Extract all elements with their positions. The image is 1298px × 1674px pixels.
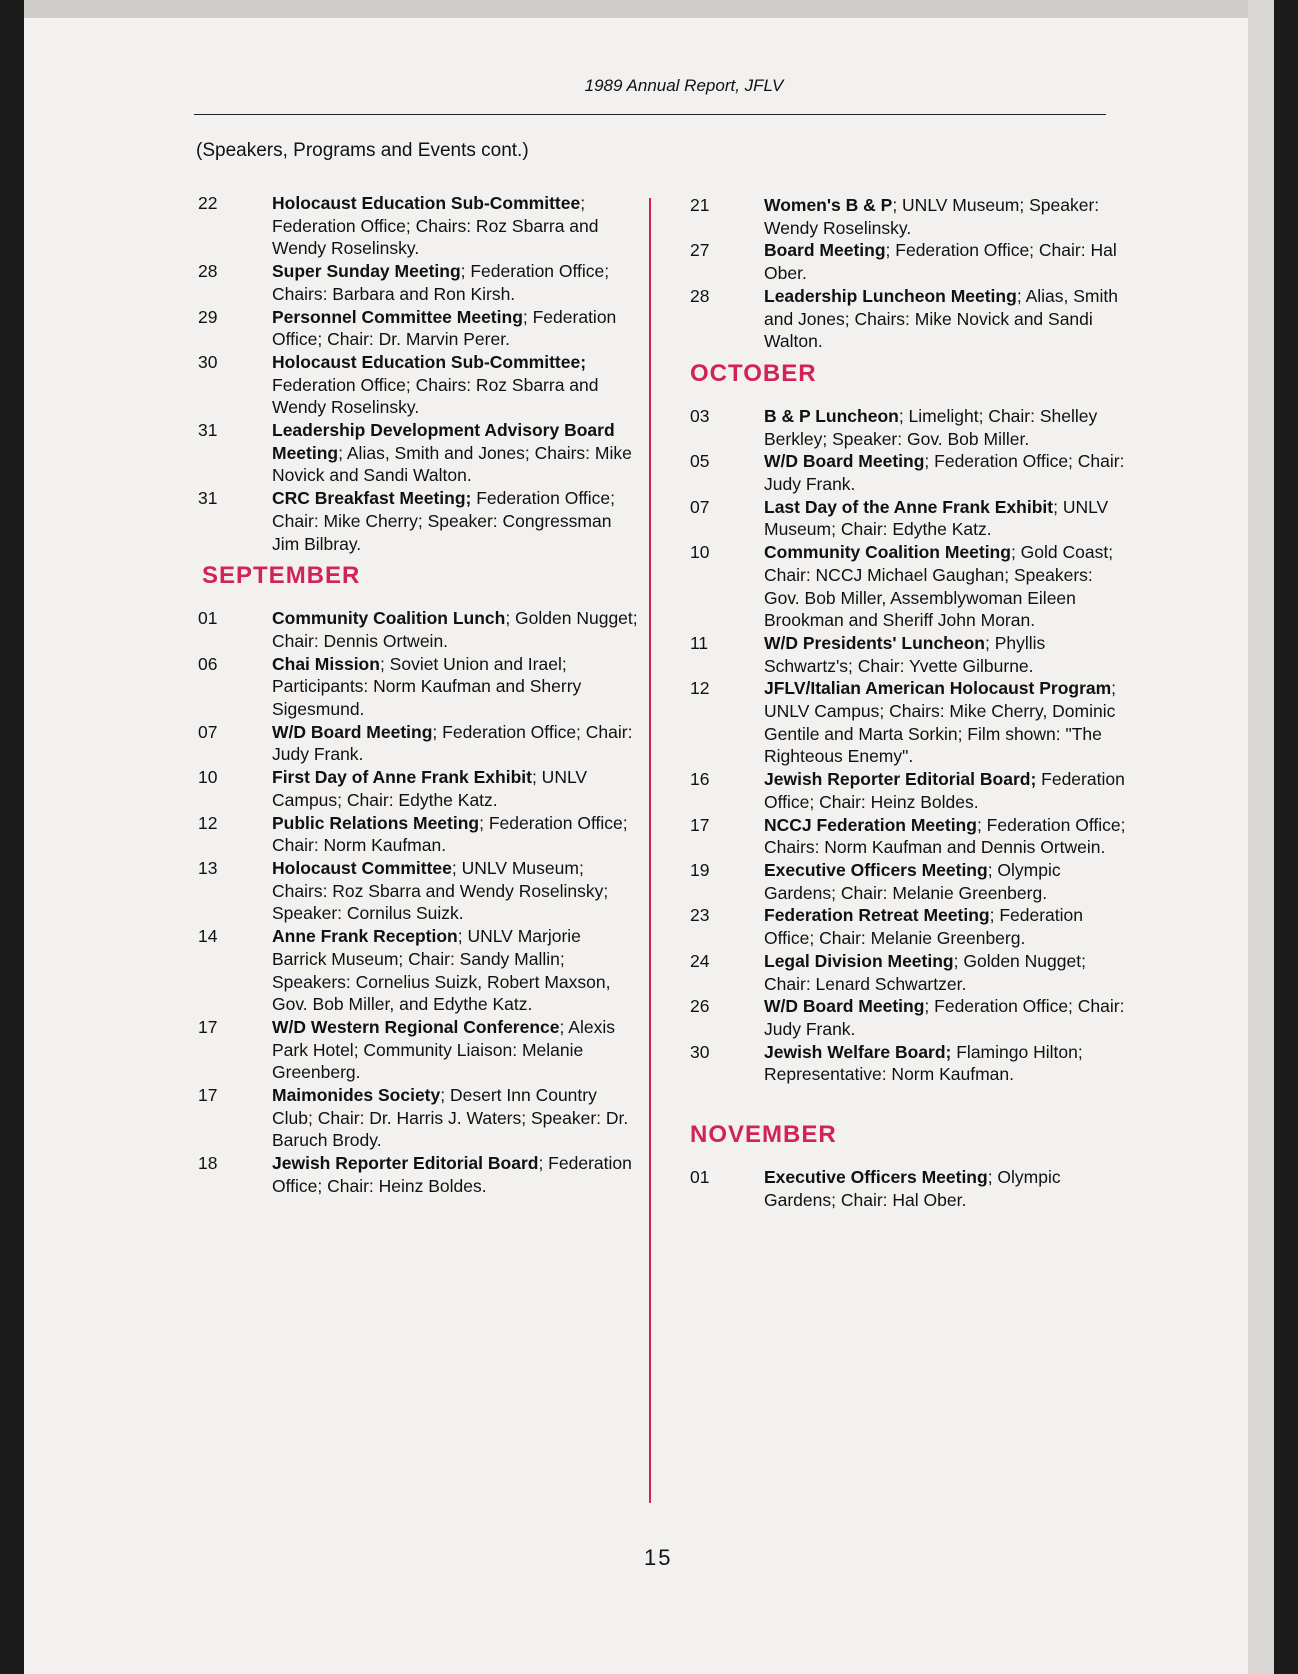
- event-text: [764, 677, 1130, 768]
- october-entries: [690, 405, 1130, 1086]
- event-text: [272, 721, 638, 766]
- page-right-edge: [1248, 0, 1274, 1674]
- event-text: [272, 812, 638, 857]
- event-text: [272, 1152, 638, 1197]
- event-entry: [198, 925, 638, 1016]
- event-detail: ; Federation Office; Chair: Judy Frank.: [272, 721, 633, 765]
- september-entries: [198, 607, 638, 1197]
- event-detail: ; UNLV Museum; Speaker: Wendy Roselinsky.: [764, 195, 1100, 238]
- event-day: 07: [198, 721, 218, 742]
- event-text: [764, 950, 1130, 995]
- event-entry: [690, 814, 1130, 859]
- event-entry: [690, 1041, 1130, 1086]
- event-detail: ; Federation Office; Chairs: Roz Sbarra and Wendy Roselinsky.: [272, 193, 599, 259]
- event-entry: [198, 487, 638, 555]
- event-entry: [198, 1152, 638, 1197]
- event-entry: [690, 194, 1130, 239]
- event-title: Jewish Reporter Editorial Board;: [764, 769, 1037, 790]
- event-text: [272, 1016, 638, 1084]
- event-day: 05: [690, 451, 710, 472]
- event-detail: ; UNLV Campus; Chairs: Mike Cherry, Dominic Gentile and Marta Sorkin; Film shown: "The Righteous Enemy".: [764, 678, 1117, 767]
- continuation-line: (Speakers, Programs and Events cont.): [196, 140, 529, 161]
- event-entry: [690, 285, 1130, 353]
- event-day: 12: [690, 678, 710, 699]
- event-detail: ; Gold Coast; Chair: NCCJ Michael Gaughan; Speakers: Gov. Bob Miller, Assemblywoman Eileen Brookman and Sheriff John Moran.: [764, 542, 1114, 631]
- event-day: 22: [198, 193, 218, 213]
- event-text: [272, 1084, 638, 1152]
- event-text: [272, 857, 638, 925]
- event-title: B & P Luncheon: [764, 405, 899, 426]
- event-day: 28: [198, 261, 218, 282]
- event-title: NCCJ Federation Meeting: [764, 814, 977, 835]
- event-title: Public Relations Meeting: [272, 812, 480, 833]
- event-day: 21: [690, 195, 710, 215]
- event-day: 17: [198, 1085, 218, 1106]
- event-entry: [690, 1166, 1130, 1211]
- event-text: [764, 496, 1130, 541]
- event-entry: [198, 653, 638, 721]
- september-tail-entries: [690, 194, 1130, 353]
- event-day: 31: [198, 420, 218, 441]
- event-day: 03: [690, 405, 710, 426]
- event-day: 10: [690, 542, 710, 563]
- event-day: 29: [198, 306, 218, 327]
- event-title: Board Meeting: [764, 240, 886, 261]
- event-detail: ; Alias, Smith and Jones; Chairs: Mike Novick and Sandi Walton.: [272, 442, 632, 486]
- event-entry: [690, 632, 1130, 677]
- event-text: [764, 995, 1130, 1040]
- month-heading-september: SEPTEMBER: [202, 562, 361, 590]
- event-detail: ; Alexis Park Hotel; Community Liaison: Melanie Greenberg.: [272, 1016, 615, 1083]
- event-text: [764, 450, 1130, 495]
- event-detail: ; Federation Office; Chair: Judy Frank.: [764, 996, 1125, 1039]
- column-divider: [649, 198, 651, 1503]
- event-detail: ; UNLV Marjorie Barrick Museum; Chair: Sandy Mallin; Speakers: Cornelius Suizk, Robert Maxson, Gov. Bob Miller, and Edythe Katz.: [272, 926, 611, 1015]
- header-rule: [194, 114, 1106, 115]
- event-entry: [198, 1084, 638, 1152]
- event-detail: ; Federation Office; Chairs: Barbara and Ron Kirsh.: [272, 261, 610, 304]
- event-entry: [690, 541, 1130, 632]
- event-detail: ; Olympic Gardens; Chair: Hal Ober.: [764, 1167, 1061, 1210]
- event-text: [764, 1166, 1130, 1211]
- event-entry: [198, 766, 638, 811]
- event-day: 01: [690, 1167, 710, 1188]
- event-entry: [198, 607, 638, 652]
- running-head: 1989 Annual Report, JFLV: [584, 76, 784, 95]
- month-heading-november: NOVEMBER: [690, 1121, 837, 1149]
- event-day: 12: [198, 812, 218, 833]
- event-detail: Federation Office; Chairs: Roz Sbarra and Wendy Roselinsky.: [272, 374, 599, 418]
- event-text: [764, 405, 1130, 450]
- event-text: [764, 904, 1130, 949]
- event-text: [764, 285, 1130, 353]
- event-day: 06: [198, 653, 218, 674]
- event-entry: [198, 306, 638, 351]
- event-detail: ; Golden Nugget; Chair: Dennis Ortwein.: [272, 608, 638, 651]
- event-entry: [198, 192, 638, 260]
- event-detail: ; UNLV Museum; Chair: Edythe Katz.: [764, 496, 1109, 540]
- event-title: W/D Board Meeting: [764, 996, 925, 1017]
- event-entry: [198, 1016, 638, 1084]
- page-number: 15: [644, 1545, 673, 1570]
- event-day: 17: [198, 1016, 218, 1037]
- event-day: 30: [690, 1041, 710, 1062]
- event-title: W/D Western Regional Conference: [272, 1016, 560, 1037]
- event-detail: ; Golden Nugget; Chair: Lenard Schwartzer.: [764, 950, 1086, 994]
- event-day: 19: [690, 859, 710, 880]
- event-text: [764, 1041, 1130, 1086]
- event-text: [764, 194, 1130, 239]
- event-text: [272, 260, 638, 305]
- event-entry: [690, 859, 1130, 904]
- event-day: 23: [690, 905, 710, 926]
- event-text: [272, 607, 638, 652]
- month-heading-october: OCTOBER: [690, 359, 817, 387]
- event-text: [272, 192, 638, 260]
- event-text: [272, 306, 638, 351]
- event-entry: [690, 450, 1130, 495]
- event-text: [764, 239, 1130, 284]
- event-detail: ; Federation Office; Chair: Norm Kaufman.: [272, 812, 628, 856]
- document-page: [24, 0, 1274, 1674]
- event-title: W/D Presidents' Luncheon: [764, 632, 985, 653]
- event-day: 11: [690, 632, 709, 653]
- event-entry: [198, 260, 638, 305]
- event-day: 17: [690, 814, 710, 835]
- event-detail: ; Federation Office; Chair: Hal Ober.: [764, 240, 1117, 284]
- event-detail: ; Federation Office; Chair: Dr. Marvin Perer.: [272, 306, 617, 350]
- event-title: Chai Mission: [272, 653, 380, 674]
- event-day: 31: [198, 488, 218, 509]
- event-title: Community Coalition Meeting: [764, 542, 1011, 563]
- event-text: [272, 653, 638, 721]
- event-title: CRC Breakfast Meeting;: [272, 488, 472, 509]
- event-title: W/D Board Meeting: [272, 721, 433, 742]
- november-entries: [690, 1166, 1130, 1211]
- event-day: 27: [690, 240, 710, 261]
- event-detail: Flamingo Hilton; Representative: Norm Kaufman.: [764, 1041, 1083, 1085]
- event-title: Jewish Welfare Board;: [764, 1041, 952, 1062]
- event-title: Women's B & P: [764, 195, 893, 215]
- event-entry: [198, 857, 638, 925]
- event-title: Executive Officers Meeting: [764, 859, 988, 880]
- event-title: Last Day of the Anne Frank Exhibit: [764, 496, 1054, 517]
- event-day: 16: [690, 769, 710, 790]
- event-text: [764, 632, 1130, 677]
- event-detail: ; Desert Inn Country Club; Chair: Dr. Harris J. Waters; Speaker: Dr. Baruch Brody.: [272, 1085, 629, 1151]
- event-title: W/D Board Meeting: [764, 451, 925, 472]
- event-day: 07: [690, 496, 710, 517]
- event-day: 18: [198, 1153, 218, 1174]
- left-column: [198, 192, 638, 1198]
- event-entry: [690, 768, 1130, 813]
- event-title: Leadership Development Advisory Board Meeting: [272, 420, 615, 463]
- event-entry: [690, 950, 1130, 995]
- event-entry: [198, 812, 638, 857]
- event-title: Holocaust Committee: [272, 857, 452, 878]
- event-entry: [690, 496, 1130, 541]
- event-text: [272, 925, 638, 1016]
- event-title: Holocaust Education Sub-Committee: [272, 193, 581, 213]
- event-day: 28: [690, 285, 710, 306]
- event-detail: Federation Office; Chair: Heinz Boldes.: [764, 769, 1125, 812]
- event-title: Community Coalition Lunch: [272, 608, 506, 629]
- event-day: 30: [198, 351, 218, 372]
- event-detail: ; Limelight; Chair: Shelley Berkley; Speaker: Gov. Bob Miller.: [764, 405, 1098, 449]
- event-title: JFLV/Italian American Holocaust Program: [764, 678, 1112, 699]
- event-detail: ; Alias, Smith and Jones; Chairs: Mike Novick and Sandi Walton.: [764, 285, 1118, 352]
- event-text: [272, 487, 638, 555]
- right-column: [690, 194, 1130, 1211]
- event-day: 13: [198, 857, 218, 878]
- event-day: 14: [198, 926, 218, 947]
- event-entry: [690, 995, 1130, 1040]
- event-title: Super Sunday Meeting: [272, 261, 461, 282]
- event-detail: ; Federation Office; Chair: Heinz Boldes.: [272, 1153, 632, 1196]
- event-entry: [690, 677, 1130, 768]
- event-detail: ; Federation Office; Chairs: Norm Kaufman and Dennis Ortwein.: [764, 814, 1126, 858]
- event-entry: [198, 721, 638, 766]
- event-text: [272, 351, 638, 419]
- event-title: Legal Division Meeting: [764, 950, 954, 971]
- event-detail: ; Federation Office; Chair: Judy Frank.: [764, 451, 1125, 495]
- event-entry: [198, 419, 638, 487]
- event-text: [272, 766, 638, 811]
- event-title: Maimonides Society: [272, 1085, 441, 1106]
- august-entries: [198, 192, 638, 555]
- event-title: Anne Frank Reception: [272, 926, 458, 947]
- event-entry: [690, 405, 1130, 450]
- event-entry: [198, 351, 638, 419]
- event-detail: ; Olympic Gardens; Chair: Melanie Greenberg.: [764, 859, 1061, 903]
- event-detail: ; UNLV Campus; Chair: Edythe Katz.: [272, 767, 588, 810]
- event-day: 10: [198, 767, 218, 788]
- event-text: [764, 814, 1130, 859]
- event-text: [764, 768, 1130, 813]
- event-detail: ; Federation Office; Chair: Melanie Greenberg.: [764, 905, 1083, 949]
- event-text: [272, 419, 638, 487]
- event-title: Executive Officers Meeting: [764, 1167, 988, 1188]
- event-entry: [690, 239, 1130, 284]
- event-title: First Day of Anne Frank Exhibit: [272, 767, 532, 788]
- event-text: [764, 859, 1130, 904]
- event-entry: [690, 904, 1130, 949]
- page-top-edge: [24, 0, 1274, 18]
- event-detail: ; UNLV Museum; Chairs: Roz Sbarra and Wendy Roselinsky; Speaker: Cornilus Suizk.: [272, 857, 609, 924]
- event-day: 24: [690, 950, 710, 971]
- event-text: [764, 541, 1130, 632]
- event-title: Federation Retreat Meeting: [764, 905, 990, 926]
- event-title: Leadership Luncheon Meeting: [764, 285, 1017, 306]
- event-detail: ; Phyllis Schwartz's; Chair: Yvette Gilburne.: [764, 632, 1046, 676]
- event-day: 01: [198, 608, 218, 629]
- event-title: Jewish Reporter Editorial Board: [272, 1153, 539, 1174]
- event-detail: Federation Office; Chair: Mike Cherry; Speaker: Congressman Jim Bilbray.: [272, 488, 615, 554]
- event-day: 26: [690, 996, 710, 1017]
- event-title: Personnel Committee Meeting: [272, 306, 523, 327]
- event-detail: ; Soviet Union and Irael; Participants: Norm Kaufman and Sherry Sigesmund.: [272, 653, 582, 720]
- event-title: Holocaust Education Sub-Committee;: [272, 351, 587, 372]
